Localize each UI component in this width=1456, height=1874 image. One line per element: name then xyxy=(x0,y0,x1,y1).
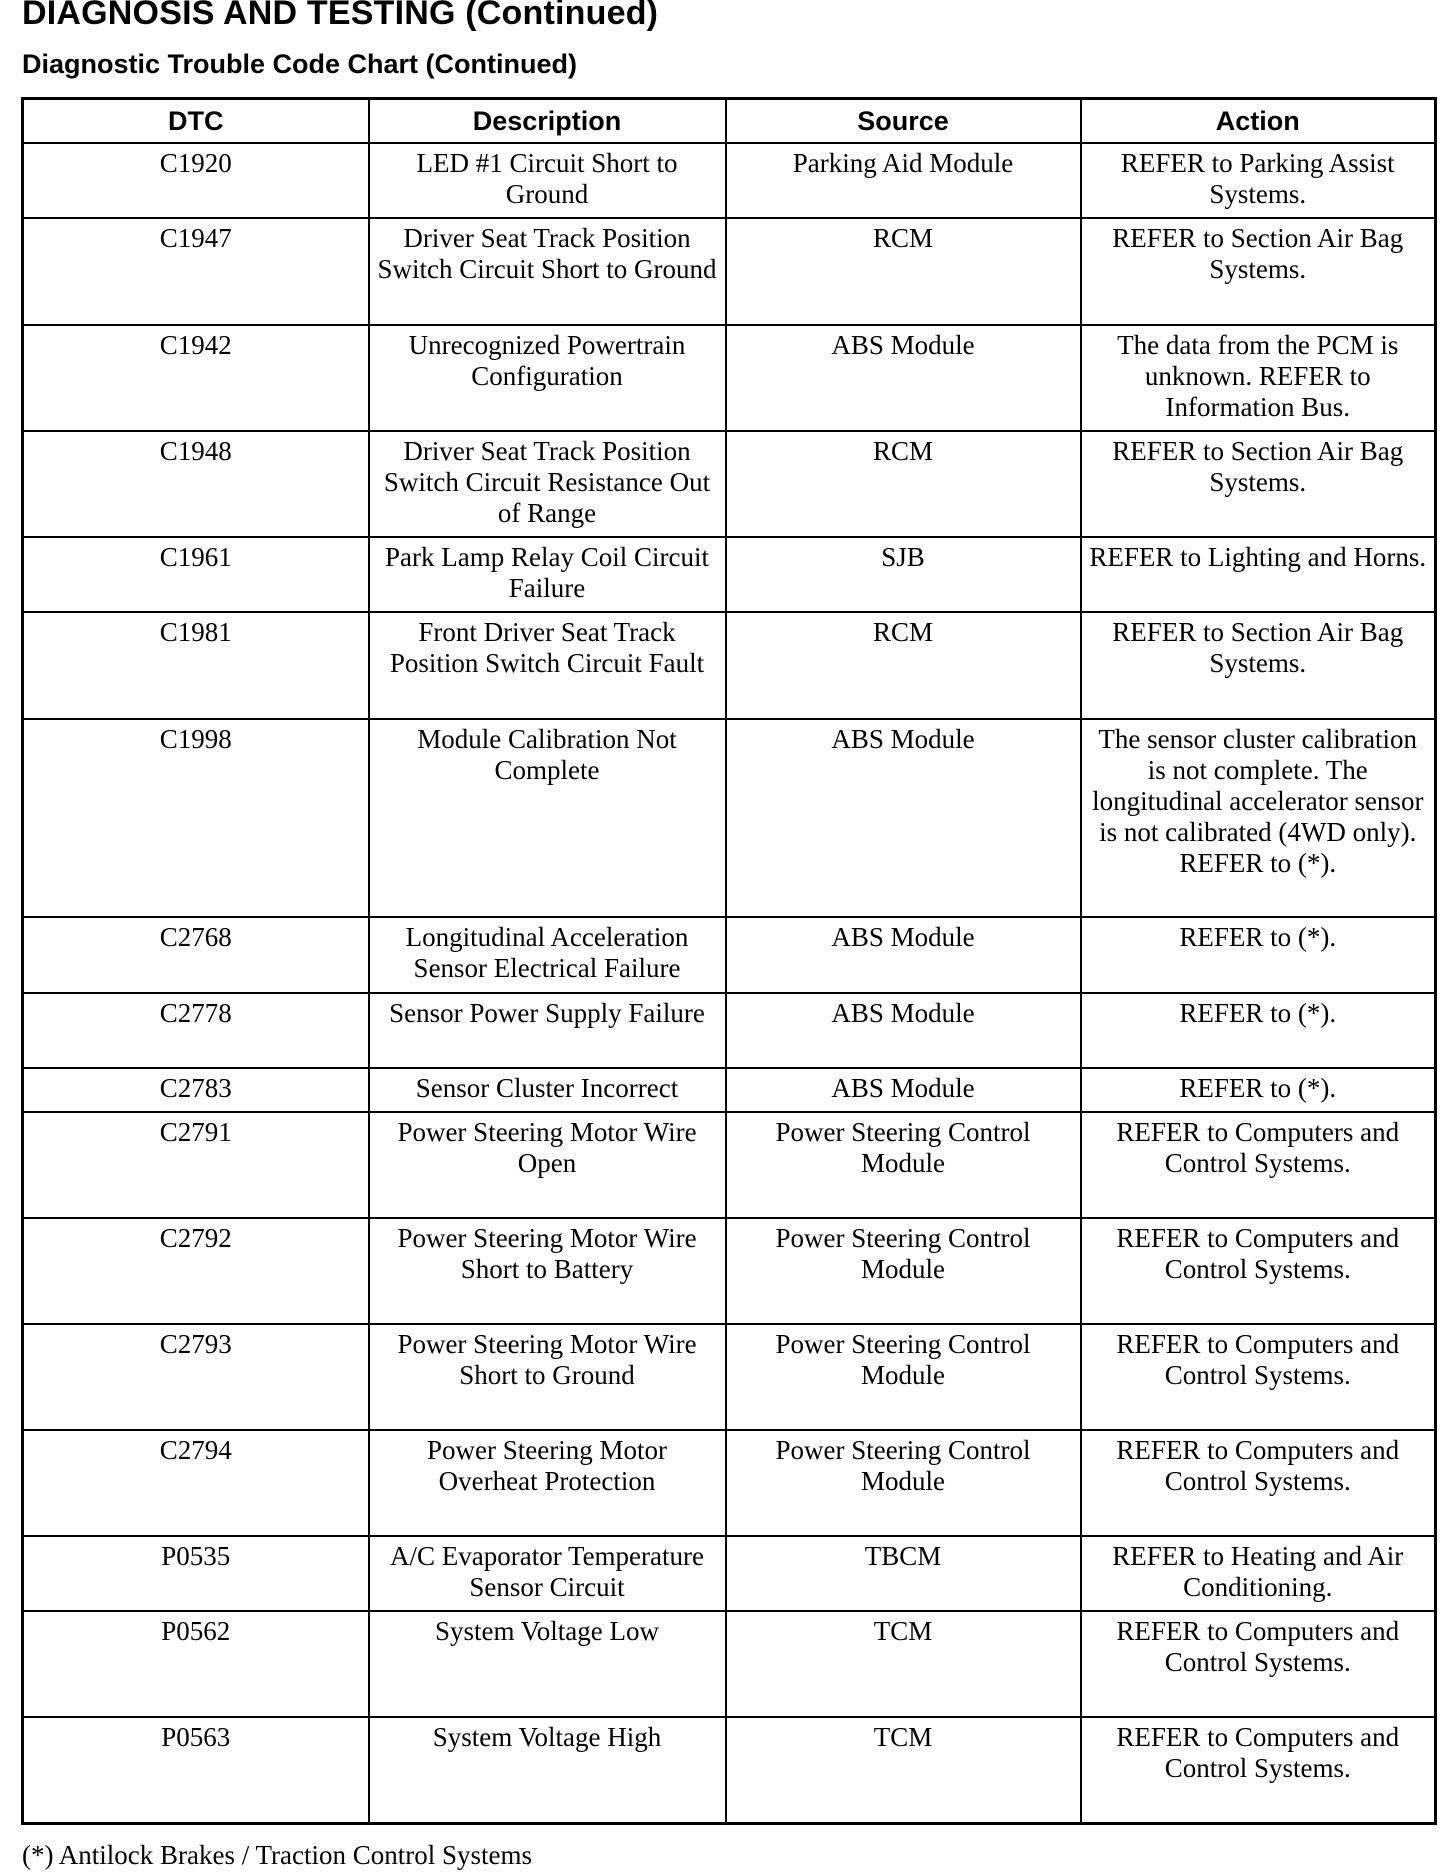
action-cell: REFER to Computers and Control Systems. xyxy=(1081,1324,1436,1430)
description-cell: Longitudinal Acceleration Sensor Electrical Failure xyxy=(369,917,726,993)
dtc-cell: C1942 xyxy=(23,325,369,431)
column-header-source: Source xyxy=(726,99,1081,144)
source-cell: ABS Module xyxy=(726,1068,1081,1112)
dtc-cell: C2778 xyxy=(23,993,369,1068)
description-cell: A/C Evaporator Temperature Sensor Circuit xyxy=(369,1536,726,1611)
table-row xyxy=(23,1536,1436,1611)
table-row xyxy=(23,1611,1436,1717)
column-header-dtc: DTC xyxy=(23,99,369,144)
table-row xyxy=(23,143,1436,218)
description-cell: Sensor Power Supply Failure xyxy=(369,993,726,1068)
source-cell: Parking Aid Module xyxy=(726,143,1081,218)
source-cell: SJB xyxy=(726,537,1081,612)
dtc-cell: C1920 xyxy=(23,143,369,218)
action-cell: REFER to (*). xyxy=(1081,917,1436,993)
dtc-cell: C1981 xyxy=(23,612,369,719)
action-cell: REFER to Computers and Control Systems. xyxy=(1081,1218,1436,1324)
description-cell: Unrecognized Powertrain Configuration xyxy=(369,325,726,431)
dtc-cell: P0563 xyxy=(23,1717,369,1823)
source-cell: RCM xyxy=(726,612,1081,719)
description-cell: Power Steering Motor Wire Short to Ground xyxy=(369,1324,726,1430)
dtc-cell: C1947 xyxy=(23,218,369,325)
table-row xyxy=(23,719,1436,917)
source-cell: Power Steering Control Module xyxy=(726,1112,1081,1218)
table-body xyxy=(23,143,1436,1823)
source-cell: RCM xyxy=(726,431,1081,537)
source-cell: ABS Module xyxy=(726,917,1081,993)
source-cell: Power Steering Control Module xyxy=(726,1324,1081,1430)
dtc-cell: P0562 xyxy=(23,1611,369,1717)
column-header-description: Description xyxy=(369,99,726,144)
table-row xyxy=(23,1068,1436,1112)
section-heading: DIAGNOSIS AND TESTING (Continued) xyxy=(22,0,659,32)
description-cell: Power Steering Motor Wire Short to Battery xyxy=(369,1218,726,1324)
table-row xyxy=(23,993,1436,1068)
table-row xyxy=(23,1218,1436,1324)
table-header-row xyxy=(23,99,1436,144)
dtc-cell: C2792 xyxy=(23,1218,369,1324)
table-row xyxy=(23,1324,1436,1430)
description-cell: Power Steering Motor Overheat Protection xyxy=(369,1430,726,1536)
description-cell: Driver Seat Track Position Switch Circuit Short to Ground xyxy=(369,218,726,325)
dtc-cell: C2793 xyxy=(23,1324,369,1430)
source-cell: TCM xyxy=(726,1611,1081,1717)
description-cell: System Voltage Low xyxy=(369,1611,726,1717)
action-cell: REFER to Computers and Control Systems. xyxy=(1081,1611,1436,1717)
source-cell: ABS Module xyxy=(726,993,1081,1068)
action-cell: REFER to Parking Assist Systems. xyxy=(1081,143,1436,218)
dtc-cell: C2783 xyxy=(23,1068,369,1112)
table-row xyxy=(23,218,1436,325)
description-cell: LED #1 Circuit Short to Ground xyxy=(369,143,726,218)
description-cell: Power Steering Motor Wire Open xyxy=(369,1112,726,1218)
action-cell: REFER to (*). xyxy=(1081,993,1436,1068)
dtc-cell: C1961 xyxy=(23,537,369,612)
action-cell: REFER to Computers and Control Systems. xyxy=(1081,1112,1436,1218)
dtc-cell: C2794 xyxy=(23,1430,369,1536)
action-cell: REFER to Computers and Control Systems. xyxy=(1081,1717,1436,1823)
chart-title: Diagnostic Trouble Code Chart (Continued) xyxy=(22,49,577,79)
table-row xyxy=(23,1430,1436,1536)
action-cell: The sensor cluster calibration is not complete. The longitudinal accelerator sensor is not calibrated (4WD only). REFER to (*). xyxy=(1081,719,1436,917)
action-cell: REFER to Section Air Bag Systems. xyxy=(1081,218,1436,325)
description-cell: Sensor Cluster Incorrect xyxy=(369,1068,726,1112)
action-cell: REFER to Heating and Air Conditioning. xyxy=(1081,1536,1436,1611)
dtc-cell: C1998 xyxy=(23,719,369,917)
description-cell: Front Driver Seat Track Position Switch Circuit Fault xyxy=(369,612,726,719)
action-cell: The data from the PCM is unknown. REFER to Information Bus. xyxy=(1081,325,1436,431)
action-cell: REFER to Lighting and Horns. xyxy=(1081,537,1436,612)
action-cell: REFER to Section Air Bag Systems. xyxy=(1081,612,1436,719)
source-cell: TCM xyxy=(726,1717,1081,1823)
table-row xyxy=(23,1717,1436,1823)
action-cell: REFER to (*). xyxy=(1081,1068,1436,1112)
description-cell: Driver Seat Track Position Switch Circuit Resistance Out of Range xyxy=(369,431,726,537)
action-cell: REFER to Computers and Control Systems. xyxy=(1081,1430,1436,1536)
table-row xyxy=(23,537,1436,612)
description-cell: Module Calibration Not Complete xyxy=(369,719,726,917)
column-header-action: Action xyxy=(1081,99,1436,144)
source-cell: ABS Module xyxy=(726,325,1081,431)
dtc-cell: P0535 xyxy=(23,1536,369,1611)
source-cell: ABS Module xyxy=(726,719,1081,917)
source-cell: RCM xyxy=(726,218,1081,325)
dtc-cell: C2791 xyxy=(23,1112,369,1218)
table-row xyxy=(23,1112,1436,1218)
table-row xyxy=(23,325,1436,431)
source-cell: Power Steering Control Module xyxy=(726,1430,1081,1536)
action-cell: REFER to Section Air Bag Systems. xyxy=(1081,431,1436,537)
table-row xyxy=(23,431,1436,537)
dtc-cell: C1948 xyxy=(23,431,369,537)
source-cell: Power Steering Control Module xyxy=(726,1218,1081,1324)
table-row xyxy=(23,917,1436,993)
dtc-table xyxy=(21,97,1437,1825)
description-cell: Park Lamp Relay Coil Circuit Failure xyxy=(369,537,726,612)
table-row xyxy=(23,612,1436,719)
source-cell: TBCM xyxy=(726,1536,1081,1611)
description-cell: System Voltage High xyxy=(369,1717,726,1823)
footnote: (*) Antilock Brakes / Traction Control Systems xyxy=(22,1840,532,1870)
dtc-cell: C2768 xyxy=(23,917,369,993)
